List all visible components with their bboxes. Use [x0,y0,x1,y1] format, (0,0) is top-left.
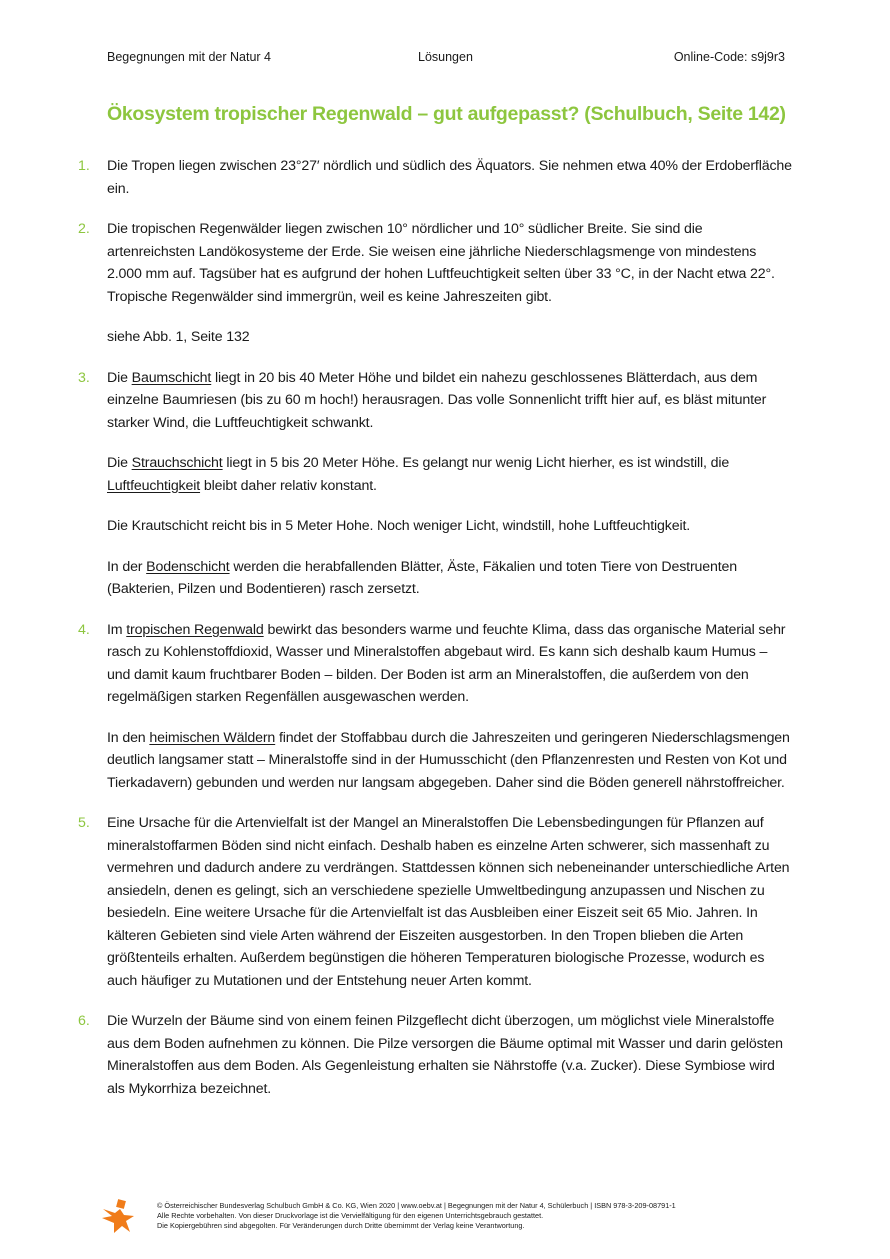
answer-paragraph [107,727,792,795]
oebv-logo-icon [100,1199,136,1235]
copyright-line: © Österreichischer Bundesverlag Schulbuch GmbH & Co. KG, Wien 2020 | www.oebv.at | Begegnungen mit der Natur 4, Schülerbuch | ISBN 978-3-209-08791-1 [157,1201,676,1210]
answer-paragraph [107,515,792,538]
answer-paragraph [107,218,792,308]
answer-item-4 [78,619,792,795]
answer-paragraph [107,812,792,992]
answer-paragraph [107,367,792,435]
key-term: Luftfeuchtigkeit [107,477,201,494]
copyright-notice [157,1201,676,1231]
answer-item-2 [78,218,792,349]
item-number: 6. [78,1013,90,1029]
text-segment: bleibt daher relativ konstant. [200,477,377,494]
text-segment: Die tropischen Regenwälder liegen zwischen 10° nördlicher und 10° südlicher Breite. Sie sind die artenreichsten Landökosysteme der Erde. Sie weisen eine jährliche Niederschlagsmenge von mindestens 2.000 mm auf. Tagsüber hat es aufgrund der hohen Luftfeuchtigkeit selten über 33 °C, in der Nacht etwa 22°. Tropische Regenwälder sind immergrün, weil es keine Jahreszeiten gibt. [107,221,775,305]
online-code: Online-Code: s9j9r3 [673,50,785,64]
text-segment: liegt in 20 bis 40 Meter Höhe und bildet ein nahezu geschlossenes Blätterdach, aus dem einzelne Baumriesen (bis zu 60 m hoch!) herausragen. Das volle Sonnenlicht trifft hier auf, es bläst mitunter starker Wind, die Luftfeuchtigkeit schwankt. [107,369,767,431]
text-segment: Die Krautschicht reicht bis in 5 Meter Hohe. Noch weniger Licht, windstill, hohe Luftfeuchtigkeit. [107,518,691,534]
book-title: Begegnungen mit der Natur 4 [107,50,271,64]
page-footer [100,1199,800,1239]
item-number: 2. [78,221,90,237]
item-number: 5. [78,815,90,831]
key-term: tropischen Regenwald [126,621,264,638]
text-segment: werden die herabfallenden Blätter, Äste, Fäkalien und toten Tiere von Destruenten (Bakterien, Pilzen und Bodentieren) rasch zersetzt. [107,558,738,597]
answer-paragraph [107,619,792,709]
key-term: heimischen Wäldern [149,729,276,746]
answer-item-6 [78,1010,792,1100]
answer-paragraph [107,326,792,349]
answer-item-1 [78,155,792,200]
fees-line: Die Kopiergebühren sind abgegolten. Für Veränderungen durch Dritte übernimmt der Verlag keine Verantwortung. [157,1221,525,1230]
item-number: 3. [78,369,90,386]
text-segment: Eine Ursache für die Artenvielfalt ist der Mangel an Mineralstoffen Die Lebensbedingungen für Pflanzen auf mineralstoffarmen Böden sind nicht einfach. Deshalb haben es einzelne Arten schwerer, sich massenhaft zu vermehren und dadurch andere zu verdrängen. Stattdessen können sich nebeneinander unterschiedliche Arten ansiedeln, denen es gelingt, sich an verschiedene spezielle Umweltbedingung anzupassen und Nischen zu besiedeln. Eine weitere Ursache für die Artenvielfalt ist das Ausbleiben einer Eiszeit seit 65 Mio. Jahren. In kälteren Gebieten sind viele Arten während der Eiszeiten ausgestorben. In den Tropen blieben die Arten größtenteils erhalten. Außerdem begünstigen die höheren Temperaturen biologische Prozesse, wodurch es auch häufiger zu Mutationen und der Entstehung neuer Arten kommt. [107,815,790,989]
answer-list [78,155,792,1118]
text-segment: findet der Stoffabbau durch die Jahreszeiten und geringeren Niederschlagsmengen deutlich langsamer statt – Mineralstoffe sind in der Humusschicht (den Pflanzenresten und Resten von Kot und Tierkadavern) gebunden und werden nur langsam abgegeben. Daher sind die Böden generell nährstoffreicher. [107,729,790,791]
section-label: Lösungen [418,50,473,64]
answer-item-3 [78,367,792,601]
text-segment: siehe Abb. 1, Seite 132 [107,329,250,345]
key-term: Baumschicht [131,369,212,386]
text-segment: bewirkt das besonders warme und feuchte Klima, dass das organische Material sehr rasch zu Kohlenstoffdioxid, Wasser und Mineralstoffen abgebaut wird. Es kann sich deshalb kaum Humus – und damit kaum fruchtbarer Boden – bilden. Der Boden ist arm an Mineralstoffen, die außerdem von den regelmäßigen starken Regenfällen ausgewaschen werden. [107,621,786,705]
answer-paragraph [107,155,792,200]
key-term: Bodenschicht [146,558,230,575]
text-segment: Im [107,621,127,638]
text-segment: liegt in 5 bis 20 Meter Höhe. Es gelangt nur wenig Licht hierher, es ist windstill, die [222,455,730,471]
text-segment: In den [107,729,150,746]
text-segment: Die Tropen liegen zwischen 23°27′ nördlich und südlich des Äquators. Sie nehmen etwa 40% der Erdoberfläche ein. [107,158,792,197]
text-segment: Die [107,455,132,471]
answer-item-5 [78,812,792,992]
answer-paragraph [107,452,792,497]
key-term: Strauchschicht [131,455,223,471]
text-segment: In der [107,558,147,575]
item-number: 1. [78,158,90,174]
rights-line: Alle Rechte vorbehalten. Von dieser Druckvorlage ist die Vervielfältigung für den eigenen Unterrichtsgebrauch gestattet. [157,1211,544,1220]
text-segment: Die [107,369,132,386]
page-title: Ökosystem tropischer Regenwald – gut aufgepasst? (Schulbuch, Seite 142) [107,103,786,125]
answer-paragraph [107,556,792,601]
item-number: 4. [78,621,90,638]
answer-paragraph [107,1010,792,1100]
text-segment: Die Wurzeln der Bäume sind von einem feinen Pilzgeflecht dicht überzogen, um möglichst viele Mineralstoffe aus dem Boden aufnehmen zu können. Die Pilze versorgen die Bäume optimal mit Wasser und darin gelösten Mineralstoffen aus dem Boden. Als Gegenleistung erhalten sie Nährstoffe (v.a. Zucker). Diese Symbiose wird als Mykorrhiza bezeichnet. [107,1013,783,1097]
